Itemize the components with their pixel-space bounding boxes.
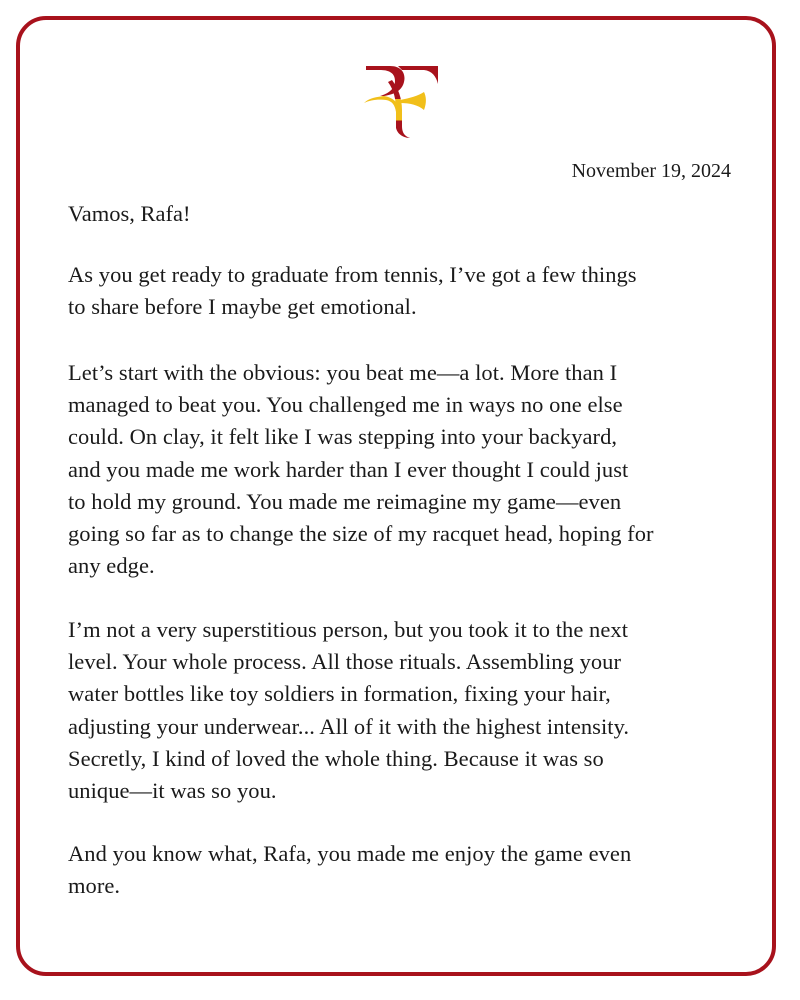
- paragraph-4: [68, 838, 631, 902]
- paragraph-line: and you made me work harder than I ever thought I could just: [68, 456, 629, 482]
- paragraph-1: [68, 259, 637, 323]
- paragraph-line: unique—it was so you.: [68, 778, 277, 804]
- paragraph-line: And you know what, Rafa, you made me enjoy the game even: [68, 841, 632, 866]
- paragraph-line: Let’s start with the obvious: you beat me—a lot. More than I: [68, 360, 618, 385]
- paragraph-line: I’m not a very superstitious person, but you took it to the next: [68, 617, 628, 642]
- paragraph-line: managed to beat you. You challenged me in ways no one else: [68, 392, 623, 418]
- letter-date: November 19, 2024: [571, 160, 731, 182]
- paragraph-line: could. On clay, it felt like I was stepping into your backyard,: [68, 424, 618, 450]
- paragraph-line: more.: [68, 873, 121, 899]
- paragraph-line: going so far as to change the size of my racquet head, hoping for: [68, 521, 654, 547]
- paragraph-line: to share before I maybe get emotional.: [68, 294, 417, 320]
- paragraph-line: level. Your whole process. All those rituals. Assembling your: [68, 649, 622, 675]
- paragraph-line: Secretly, I kind of loved the whole thing. Because it was so: [68, 745, 604, 771]
- letter-salutation: Vamos, Rafa!: [68, 201, 191, 226]
- paragraph-line: to hold my ground. You made me reimagine my game—even: [68, 488, 622, 514]
- paragraph-3: [68, 614, 629, 807]
- paragraph-line: any edge.: [68, 553, 155, 579]
- paragraph-line: water bottles like toy soldiers in formation, fixing your hair,: [68, 681, 611, 707]
- paragraph-line: adjusting your underwear... All of it with the highest intensity.: [68, 713, 630, 739]
- paragraph-2: [68, 357, 654, 582]
- rf-monogram-logo-icon: [362, 60, 442, 140]
- paragraph-line: As you get ready to graduate from tennis, I’ve got a few things: [68, 262, 637, 287]
